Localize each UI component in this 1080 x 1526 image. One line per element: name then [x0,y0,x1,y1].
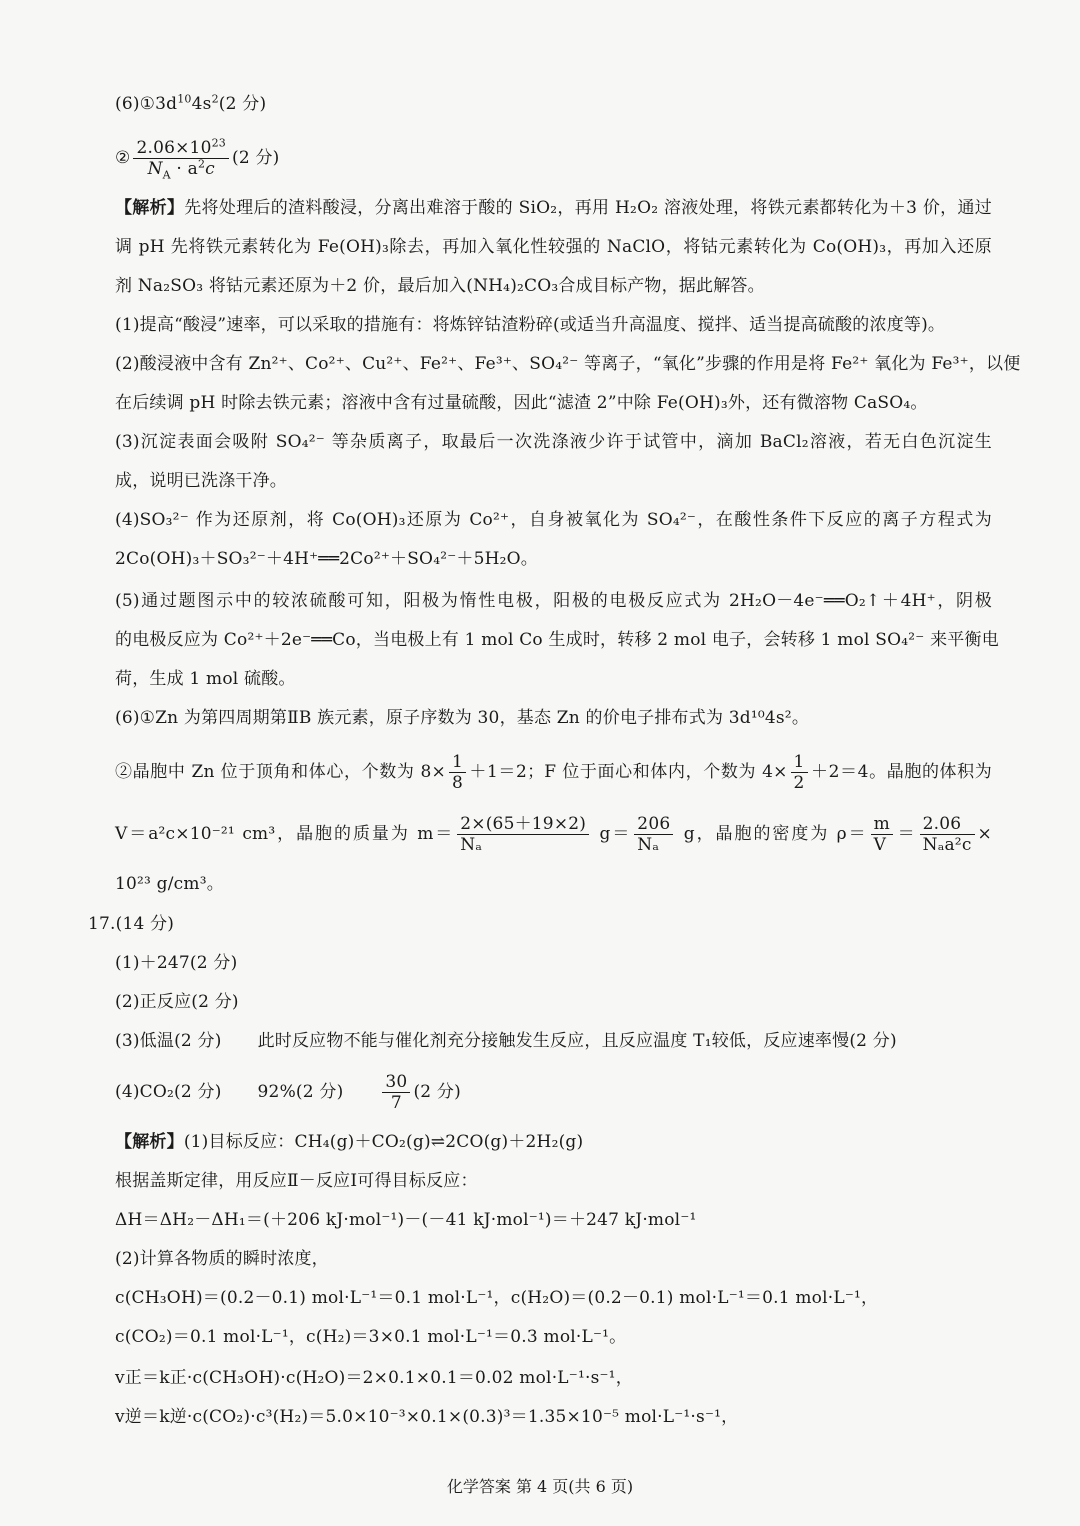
analysis17-line-7: v正＝k正·c(CH₃OH)·c(H₂O)＝2×0.1×0.1＝0.02 mol·L⁻¹·s⁻¹， [115,1368,633,1388]
analysis16-line-13: 荷，生成 1 mol 硫酸。 [115,669,296,689]
analysis16-line-4: (1)提高“酸浸”速率，可以采取的措施有：将炼锌钴渣粉碎(或适当升高温度、搅拌、适当提高硫酸的浓度等)。 [115,315,946,335]
analysis17-line-2: 根据盖斯定律，用反应Ⅱ－反应Ⅰ可得目标反应： [115,1171,478,1191]
analysis16-line-3: 剂 Na₂SO₃ 将钴元素还原为＋2 价，最后加入(NH₄)₂CO₃合成目标产物，据此解答。 [115,276,765,296]
density-fraction: $\frac{2.06\times 10^{23}}{N_A \cdot a^2c}$ [133,138,229,179]
analysis16-line-17: 10²³ g/cm³。 [115,874,224,894]
analysis16-line-15: ②晶胞中 Zn 位于顶角和体心，个数为 8× $\frac{1}{8}$ ＋1＝2；F 位于面心和体内，个数为 4× $\frac{1}{2}$ ＋2＝4。晶胞的体积为 [115,752,992,793]
q16-6-answer-2: ② $\frac{2.06\times 10^{23}}{N_A \cdot a^2c}$ (2 分) [115,136,280,182]
q16-6-answer-1: $(6)①3d^{10}4s^2(2$ 分) [115,92,267,114]
analysis16-line-6: 在后续调 pH 时除去铁元素；溶液中含有过量硫酸，因此“滤渣 2”中除 Fe(OH)₃外，还有微溶物 CaSO₄。 [115,393,928,413]
analysis16-line-1: 【解析】先将处理后的渣料酸浸，分离出难溶于酸的 SiO₂，再用 H₂O₂ 溶液处理，将铁元素都转化为＋3 价，通过 [115,198,992,218]
analysis17-line-6: c(CO₂)＝0.1 mol·L⁻¹，c(H₂)＝3×0.1 mol·L⁻¹＝0.3 mol·L⁻¹。 [115,1327,627,1347]
analysis16-line-5: (2)酸浸液中含有 Zn²⁺、Co²⁺、Cu²⁺、Fe²⁺、Fe³⁺、SO₄²⁻ 等离子，“氧化”步骤的作用是将 Fe²⁺ 氧化为 Fe³⁺，以便 [115,354,1021,374]
analysis16-line-12: 的电极反应为 Co²⁺＋2e⁻══Co，当电极上有 1 mol Co 生成时，转移 2 mol 电子，会转移 1 mol SO₄²⁻ 来平衡电 [115,630,999,650]
analysis16-line-7: (3)沉淀表面会吸附 SO₄²⁻ 等杂质离子，取最后一次洗涤液少许于试管中，滴加 BaCl₂溶液，若无白色沉淀生 [115,432,992,452]
fraction-thirty-sevenths: $\frac{30}{7}$ [382,1072,410,1113]
q17-header: 17.(14 分) [88,914,175,934]
analysis16-line-2: 调 pH 先将铁元素转化为 Fe(OH)₃除去，再加入氧化性较强的 NaClO，将钴元素转化为 Co(OH)₃，再加入还原 [115,237,992,257]
analysis17-line-1: 【解析】(1)目标反应：CH₄(g)＋CO₂(g)⇌2CO(g)＋2H₂(g) [115,1132,584,1152]
q17-answer-3: (3)低温(2 分) 此时反应物不能与催化剂充分接触发生反应，且反应温度 T₁较低，反应速率慢(2 分) [115,1031,897,1051]
analysis17-line-4: (2)计算各物质的瞬时浓度， [115,1249,329,1269]
q17-answer-2: (2)正反应(2 分) [115,992,239,1012]
analysis17-line-5: c(CH₃OH)＝(0.2－0.1) mol·L⁻¹＝0.1 mol·L⁻¹，c(H₂O)＝(0.2－0.1) mol·L⁻¹＝0.1 mol·L⁻¹， [115,1288,879,1308]
mass-fraction: $\frac{2\times(65+19\times 2)}{\text{Nₐ}}$ [457,814,589,855]
analysis16-line-9: (4)SO₃²⁻ 作为还原剂，将 Co(OH)₃还原为 Co²⁺，自身被氧化为 SO₄²⁻，在酸性条件下反应的离子方程式为 [115,510,992,530]
analysis16-line-10: 2Co(OH)₃＋SO₃²⁻＋4H⁺══2Co²⁺＋SO₄²⁻＋5H₂O。 [115,549,538,569]
mass-simplified-fraction: $\frac{206}{\text{Nₐ}}$ [634,814,673,855]
page-footer: 化学答案 第 4 页(共 6 页) [446,1477,634,1496]
q17-answer-1: (1)＋247(2 分) [115,953,238,973]
fraction-one-eighth: $\frac{1}{8}$ [449,752,466,793]
analysis16-line-11: (5)通过题图示中的较浓硫酸可知，阳极为惰性电极，阳极的电极反应式为 2H₂O－4e⁻══O₂↑＋4H⁺，阴极 [115,591,992,611]
analysis16-line-14: (6)①Zn 为第四周期第ⅡB 族元素，原子序数为 30，基态 Zn 的价电子排布式为 3d¹⁰4s²。 [115,708,810,728]
fraction-one-half: $\frac{1}{2}$ [791,752,808,793]
analysis16-line-16: V＝a²c×10⁻²¹ cm³，晶胞的质量为 m＝ $\frac{2\times(65+19\times 2)}{\text{Nₐ}}$ g＝ $\frac{206}{\text{Nₐ}}$ g，晶胞的密度为 ρ＝ $\frac{m}{V}$ ＝ $\frac{2.06}{\text{Nₐa²c}}$ × [115,814,992,855]
q17-answer-4: (4)CO₂(2 分) 92%(2 分) $\frac{30}{7}$ (2 分) [115,1072,461,1113]
density-value-fraction: $\frac{2.06}{\text{Nₐa²c}}$ [920,814,975,855]
analysis16-line-8: 成，说明已洗涤干净。 [115,471,287,491]
analysis17-line-8: v逆＝k逆·c(CO₂)·c³(H₂)＝5.0×10⁻³×0.1×(0.3)³＝1.35×10⁻⁵ mol·L⁻¹·s⁻¹， [115,1407,739,1427]
density-m-over-v: $\frac{m}{V}$ [871,814,893,855]
analysis17-line-3: ΔH＝ΔH₂－ΔH₁＝(＋206 kJ·mol⁻¹)－(－41 kJ·mol⁻¹)＝＋247 kJ·mol⁻¹ [115,1210,697,1230]
